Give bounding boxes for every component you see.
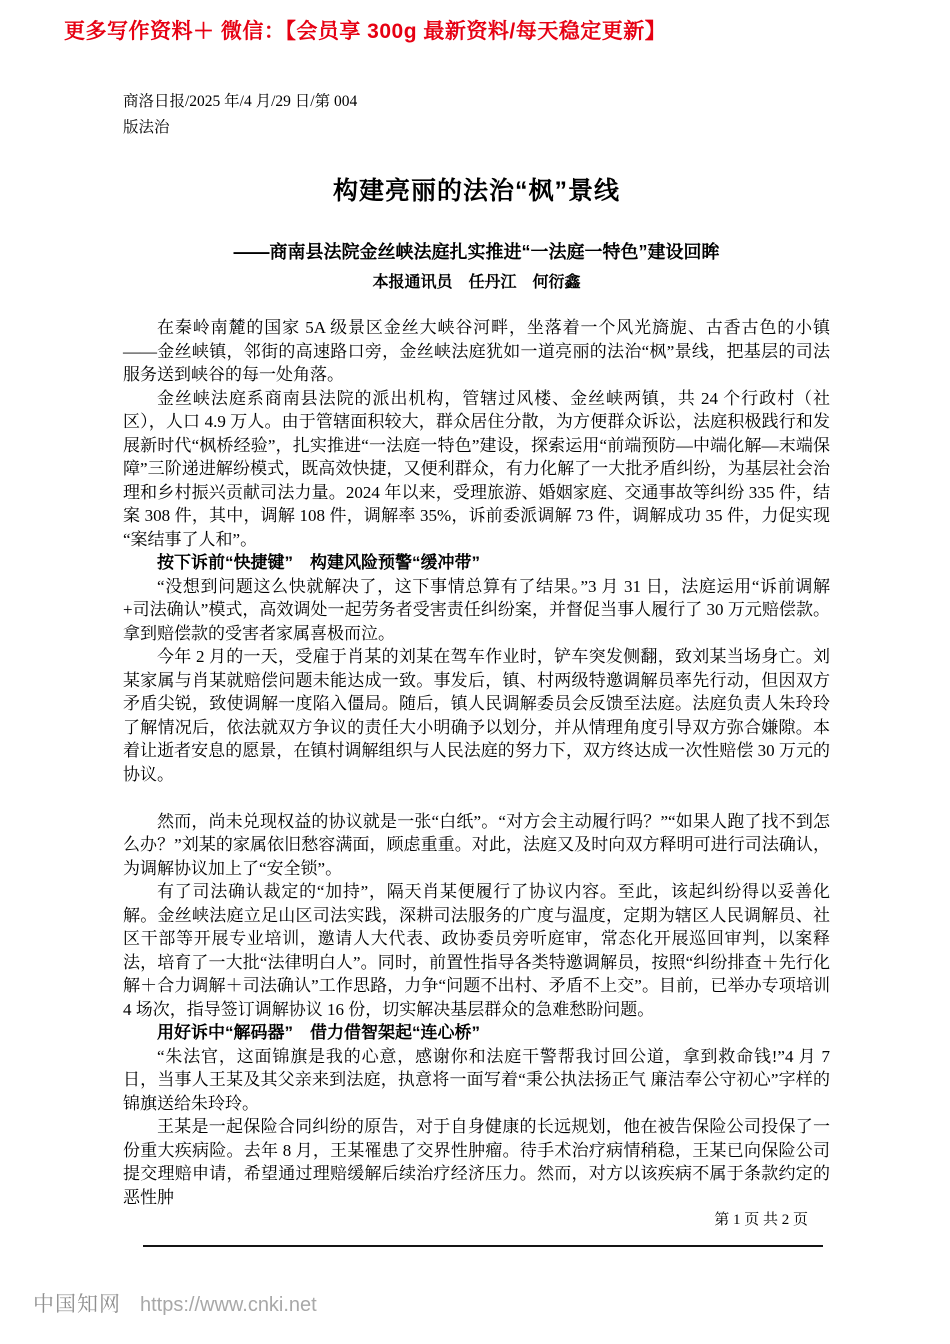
article-paragraph: “朱法官，这面锦旗是我的心意，感谢你和法庭干警帮我讨回公道，拿到救命钱!”4 月 7 日，当事人王某及其父亲来到法庭，执意将一面写着“秉公执法扬正气 廉洁奉公守初心”字样的锦旗送给朱玲玲。 xyxy=(123,1046,830,1113)
article-paragraph: 王某是一起保险合同纠纷的原告，对于自身健康的长远规划，他在被告保险公司投保了一份重大疾病险。去年 8 月，王某罹患了交界性肿瘤。待手术治疗病情稍稳，王某已向保险公司提交理赔申请，希望通过理赔缓解后续治疗经济压力。然而，对方以该疾病不属于条款约定的恶性肿 xyxy=(123,1117,830,1207)
article-paragraph: “没想到问题这么快就解决了，这下事情总算有了结果。”3 月 31 日，法庭运用“诉前调解+司法确认”模式，高效调处一起劳务者受害责任纠纷案，并督促当事人履行了 30 万元赔偿款。拿到赔偿款的受害者家属喜极而泣。 xyxy=(123,576,830,643)
section-subhead: 按下诉前“快捷键” 构建风险预警“缓冲带” xyxy=(157,553,480,572)
article-paragraph: 今年 2 月的一天，受雇于肖某的刘某在驾车作业时，铲车突发侧翻，致刘某当场身亡。刘某家属与肖某就赔偿问题未能达成一致。事发后，镇、村两级特邀调解员率先行动，但因双方矛盾尖锐，致使调解一度陷入僵局。随后，镇人民调解委员会反馈至法庭。法庭负责人朱玲玲了解情况后，依法就双方争议的责任大小明确予以划分，并从情理角度引导双方弥合嫌隙。本着让逝者安息的愿景，在镇村调解组织与人民法庭的努力下，双方终达成一次性赔偿 30 万元的协议。 xyxy=(123,647,830,784)
promo-banner: 更多写作资料＋ 微信：【会员享 300g 最新资料/每天稳定更新】 xyxy=(64,20,667,43)
article-paragraph: 金丝峡法庭系商南县法院的派出机构，管辖过风楼、金丝峡两镇，共 24 个行政村（社区），人口 4.9 万人。由于管辖面积较大，群众居住分散，为方便群众诉讼，法庭积极践行和发展新时代“枫桥经验”，扎实推进“一法庭一特色”建设，探索运用“前端预防—中端化解—末端保障”三阶递进解纷模式，既高效快捷，又便利群众，有力化解了一大批矛盾纠纷，为基层社会治理和乡村振兴贡献司法力量。2024 年以来，受理旅游、婚姻家庭、交通事故等纠纷 335 件，结案 308 件，其中，调解 108 件，调解率 35%，诉前委派调解 73 件，调解成功 35 件，力促实现“案结事了人和”。 xyxy=(123,388,830,549)
article-subtitle: ——商南县法院金丝峡法庭扎实推进“一法庭一特色”建设回眸 xyxy=(233,241,720,262)
article-byline: 本报通讯员 任丹江 何衍鑫 xyxy=(372,274,581,291)
source-line-2: 版法治 xyxy=(123,119,170,136)
source-line-1: 商洛日报/2025 年/4 月/29 日/第 004 xyxy=(123,93,358,110)
article-title: 构建亮丽的法治“枫”景线 xyxy=(332,176,620,205)
article-paragraph: 在秦岭南麓的国家 5A 级景区金丝大峡谷河畔，坐落着一个风光旖旎、古香古色的小镇——金丝峡镇，邻街的高速路口旁，金丝峡法庭犹如一道亮丽的法治“枫”景线，把基层的司法服务送到峡谷的每一处角落。 xyxy=(123,318,830,384)
article-paragraph: 有了司法确认裁定的“加持”，隔天肖某便履行了协议内容。至此，该起纠纷得以妥善化解。金丝峡法庭立足山区司法实践，深耕司法服务的广度与温度，定期为辖区人民调解员、社区干部等开展专业培训，邀请人大代表、政协委员旁听庭审，常态化开展巡回审判，以案释法，培育了一大批“法律明白人”。同时，前置性指导各类特邀调解员，按照“纠纷排查＋先行化解＋合力调解＋司法确认”工作思路，力争“问题不出村、矛盾不上交”。目前，已举办专项培训 4 场次，指导签订调解协议 16 份，切实解决基层群众的急难愁盼问题。 xyxy=(123,882,830,1019)
cnki-url: https://www.cnki.net xyxy=(140,1294,317,1316)
article-body xyxy=(123,316,830,1233)
cnki-watermark xyxy=(33,1288,317,1318)
section-subhead: 用好诉中“解码器” 借力借智架起“连心桥” xyxy=(157,1023,480,1042)
cnki-logo-text: 中国知网 xyxy=(33,1292,121,1316)
source-header xyxy=(123,89,357,141)
page-number: 第 1 页 共 2 页 xyxy=(714,1212,808,1228)
page-end-divider xyxy=(143,1245,823,1247)
article-paragraph: 然而，尚未兑现权益的协议就是一张“白纸”。“对方会主动履行吗？”“如果人跑了找不到怎么办？”刘某的家属依旧愁容满面，顾虑重重。对此，法庭又及时向双方释明可进行司法确认，为调解协议加上了“安全锁”。 xyxy=(123,811,830,878)
